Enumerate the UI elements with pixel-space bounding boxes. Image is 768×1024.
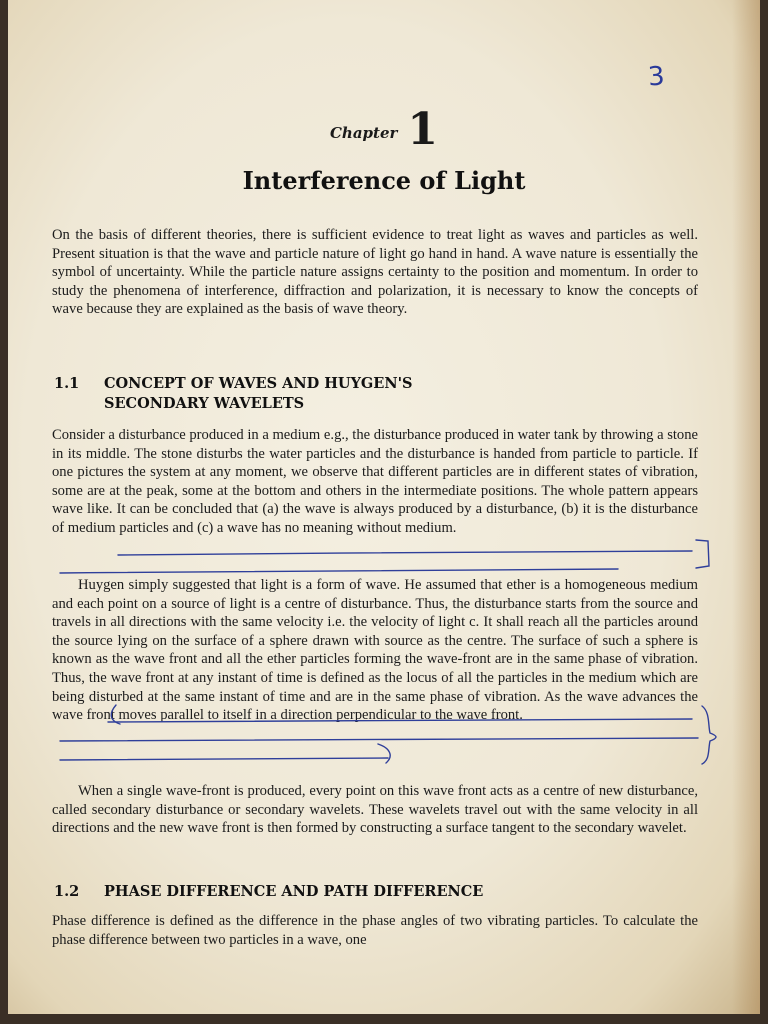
book-page (8, 0, 760, 1014)
chapter-number: 1 (407, 104, 439, 155)
chapter-title: Interference of Light (242, 166, 526, 195)
section-title-line2: SECONDARY WAVELETS (104, 395, 305, 412)
pen-underline (60, 569, 618, 573)
chapter-label: Chapter (329, 124, 398, 142)
section-title: PHASE DIFFERENCE AND PATH DIFFERENCE (104, 883, 484, 900)
paragraph-secondary-wavelets: When a single wave-front is produced, every point on this wave front acts as a centre of new disturbance, called secondary disturbance or secondary wavelets. These wavelets travel out with the same velocity in all directions and the new wave front is then formed by constructing a surface tangent to the secondary wavelet. (52, 783, 698, 837)
paragraph-phase-difference: Phase difference is defined as the difference in the phase angles of two vibrating particles. To calculate the phase difference between two particles in a wave, one (52, 913, 698, 948)
handwritten-page-number: 3 (646, 61, 666, 93)
pen-underline (60, 738, 698, 741)
section-number: 1.2 (54, 883, 80, 900)
paragraph-disturbance: Consider a disturbance produced in a medium e.g., the disturbance produced in water tank by throwing a stone in its middle. The stone disturbs the water particles and the disturbance is handed from particle to particle. If one pictures the system at any moment, we observe that different particles are in different states of vibration, some are at the peak, some at the bottom and others in the intermediate positions. The whole pattern appears wave like. It can be concluded that (a) the wave is always produced by a disturbance, (b) it is the disturbance of medium particles and (c) a wave has no meaning without medium. (52, 427, 698, 536)
chapter-heading (8, 104, 760, 155)
section-heading-1-1 (54, 374, 694, 414)
section-number: 1.1 (54, 375, 80, 392)
intro-paragraph: On the basis of different theories, there is sufficient evidence to treat light as waves and particles as well. Present situation is that the wave and particle nature of light go hand in hand. A wave nature is essentially the symbol of uncertainty. While the particle nature assigns certainty to the position and momentum. In order to study the phenomena of interference, diffraction and polarization, it is necessary to know the concepts of wave because they are explained as the basis of wave theory. (52, 227, 698, 318)
pen-underline (118, 551, 692, 555)
pen-underline (60, 758, 388, 760)
paragraph-huygen: Huygen simply suggested that light is a form of wave. He assumed that ether is a homogeneous medium and each point on a source of light is a centre of disturbance. Thus, the disturbance starts from the source and travels in all directions with the same velocity i.e. the velocity of light c. It shall reach all the particles around the source lying on the surface of a sphere drawn with source as the centre. The surface of such a sphere is known as the wave front and all the ether particles forming the wave-front are in the same phase of vibration. Thus, the wave front at any instant of time is defined as the locus of all the particles in the medium which are being disturbed at the same instant of time and are in the same phase of vibration. As the wave advances the wave front moves parallel to itself in a direction perpendicular to the wave front. (52, 577, 698, 724)
section-heading-1-2 (54, 882, 694, 902)
pen-bracket (702, 706, 716, 764)
pen-bracket (696, 540, 709, 568)
section-title-line1: CONCEPT OF WAVES AND HUYGEN'S (104, 375, 413, 392)
pen-circle-mark (378, 744, 390, 763)
